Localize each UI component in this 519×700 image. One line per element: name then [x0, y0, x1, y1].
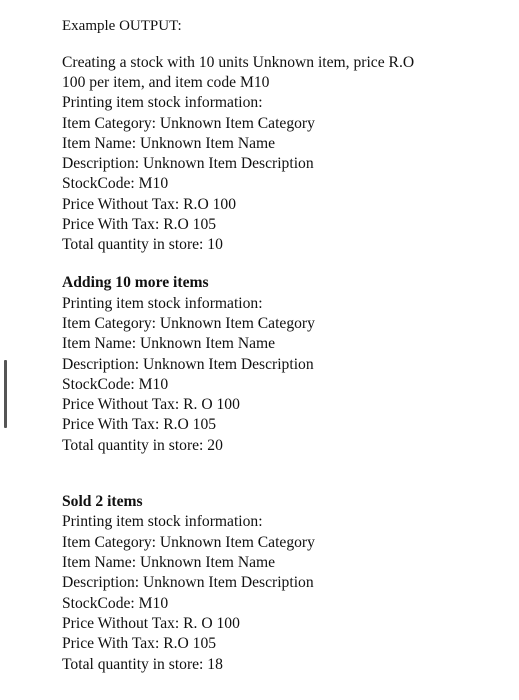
section3-line: Description: Unknown Item Description: [62, 574, 314, 591]
section2-title: Adding 10 more items: [62, 274, 209, 291]
section3-line: Item Name: Unknown Item Name: [62, 554, 276, 571]
section2-line: Description: Unknown Item Description: [62, 356, 314, 373]
section2-line: Item Category: Unknown Item Category: [62, 315, 315, 332]
section1-line: Price Without Tax: R.O 100: [62, 196, 236, 213]
section2-line: Printing item stock information:: [62, 295, 263, 312]
section1-line: Item Category: Unknown Item Category: [62, 115, 315, 132]
section1-line: 100 per item, and item code M10: [62, 74, 270, 91]
example-output-heading: Example OUTPUT:: [62, 18, 182, 34]
section1-line: Total quantity in store: 10: [62, 236, 223, 253]
section3-title: Sold 2 items: [62, 493, 143, 510]
section1-line: Price With Tax: R.O 105: [62, 216, 217, 233]
section2-line: Total quantity in store: 20: [62, 437, 223, 454]
section2-line: Price With Tax: R.O 105: [62, 416, 217, 433]
section2-line: Price Without Tax: R. O 100: [62, 396, 240, 413]
section3-line: Printing item stock information:: [62, 513, 263, 530]
section3-line: Price With Tax: R.O 105: [62, 635, 217, 652]
section1-line: StockCode: M10: [62, 175, 169, 192]
section1-line: Item Name: Unknown Item Name: [62, 135, 276, 152]
section3-line: Total quantity in store: 18: [62, 656, 223, 673]
section3-line: Price Without Tax: R. O 100: [62, 615, 240, 632]
section2-line: Item Name: Unknown Item Name: [62, 335, 276, 352]
section3-line: StockCode: M10: [62, 595, 169, 612]
section1-line: Description: Unknown Item Description: [62, 155, 314, 172]
section1-line: Creating a stock with 10 units Unknown item, price R.O: [62, 54, 415, 71]
section2-line: StockCode: M10: [62, 376, 169, 393]
scrollbar-thumb[interactable]: [4, 360, 7, 428]
section1-line: Printing item stock information:: [62, 94, 263, 111]
section3-line: Item Category: Unknown Item Category: [62, 534, 315, 551]
